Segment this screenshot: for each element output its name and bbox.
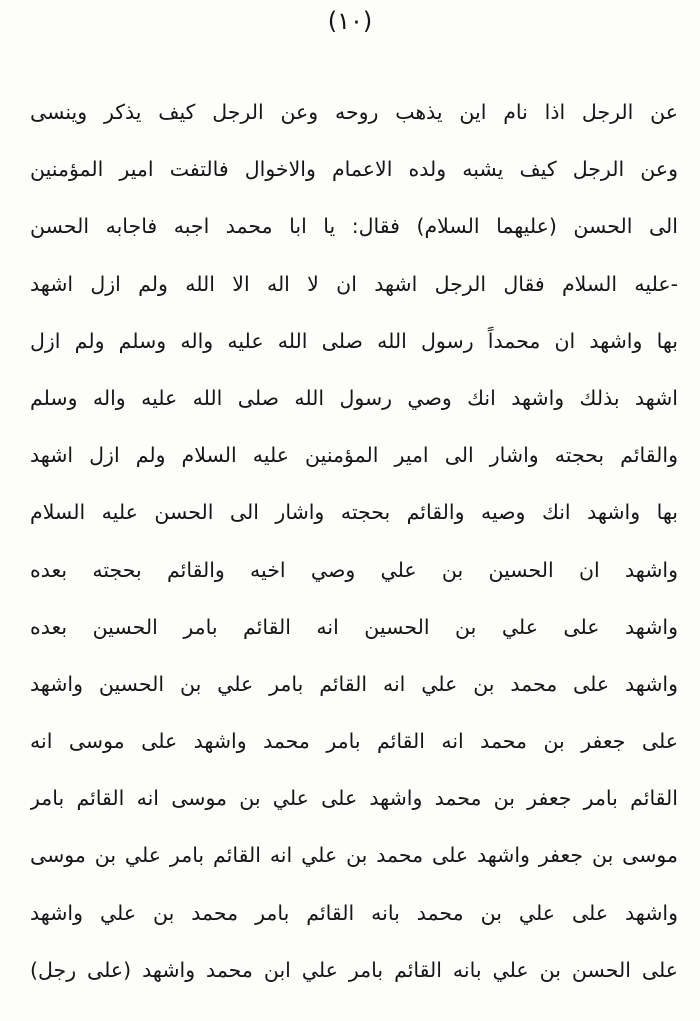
text-line: على جعفر بن محمد انه القائم بامر محمد واشهد على موسى انه [30, 729, 678, 754]
text-line: الى الحسن (عليهما السلام) فقال: يا ابا محمد اجبه فاجابه الحسن [30, 214, 678, 239]
page-number: (١٠) [327, 7, 373, 35]
text-line: واشهد على علي بن محمد بانه القائم بامر محمد بن علي واشهد [30, 900, 678, 925]
text-line: على الحسن بن علي بانه القائم بامر علي ابن محمد واشهد (على رجل) [30, 957, 678, 982]
text-line: -عليه السلام فقال الرجل اشهد ان لا اله الا الله ولم ازل اشهد [30, 271, 678, 296]
manuscript-text [30, 92, 678, 1007]
text-line: القائم بامر جعفر بن محمد واشهد على علي بن موسى انه القائم بامر [30, 786, 678, 811]
text-line: والقائم بحجته واشار الى امير المؤمنين عليه السلام ولم ازل اشهد [30, 443, 678, 468]
text-line: بها واشهد ان محمداً رسول الله صلى الله عليه واله وسلم ولم ازل [30, 328, 678, 353]
text-line: اشهد بذلك واشهد انك وصي رسول الله صلى الله عليه واله وسلم [30, 385, 678, 410]
text-line: موسى بن جعفر واشهد على محمد بن علي انه القائم بامر علي بن موسى [30, 843, 678, 868]
text-line: واشهد على علي بن الحسين انه القائم بامر الحسين بعده [30, 614, 678, 639]
text-line: بها واشهد انك وصيه والقائم بحجته واشار الى الحسن عليه السلام [30, 500, 678, 525]
text-line: واشهد على محمد بن علي انه القائم بامر علي بن الحسين واشهد [30, 671, 678, 696]
text-line: عن الرجل اذا نام اين يذهب روحه وعن الرجل كيف يذكر وينسى [30, 100, 678, 124]
text-line: واشهد ان الحسين بن علي وصي اخيه والقائم بحجته بعده [30, 557, 678, 582]
text-line: وعن الرجل كيف يشبه ولده الاعمام والاخوال فالتفت امير المؤمنين [30, 157, 678, 182]
